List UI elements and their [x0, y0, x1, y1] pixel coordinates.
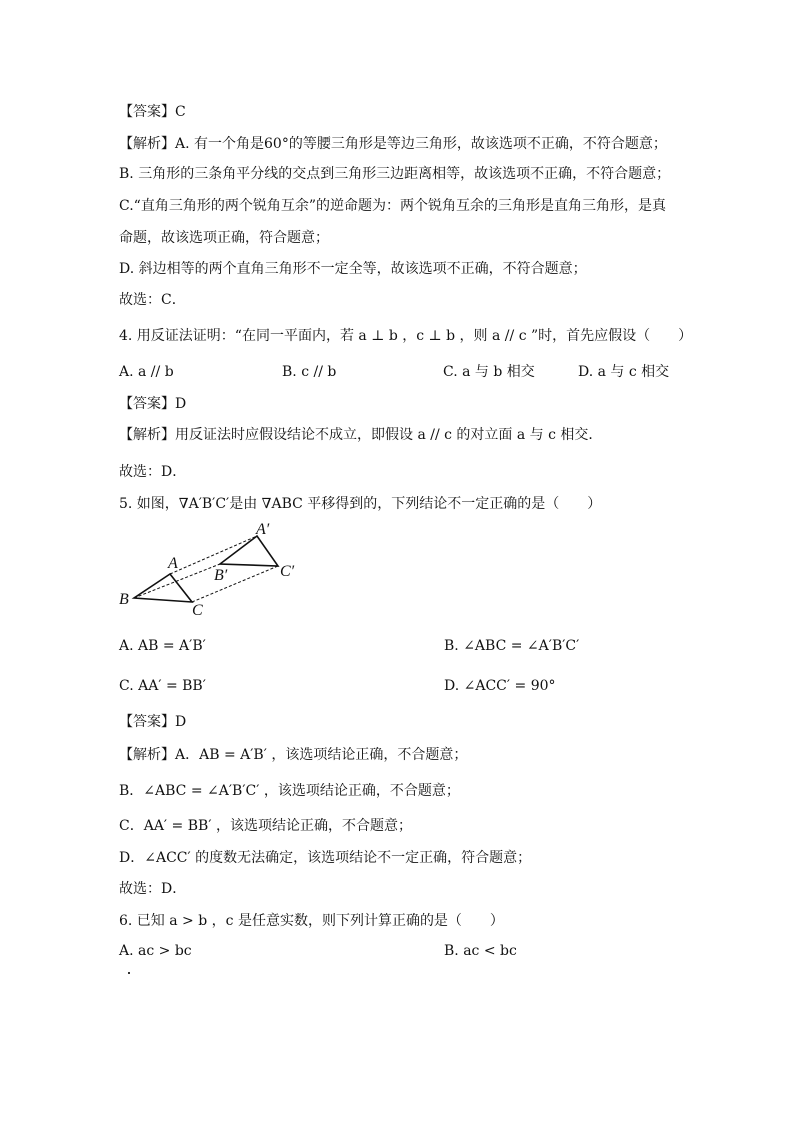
- q5-analysis-b: B．∠ABC = ∠A′B′C′ ，该选项结论正确，不合题意；: [119, 783, 460, 799]
- q6-option-a: A. ac > bc: [119, 943, 192, 959]
- q3-conclusion: 故选：C．: [119, 292, 186, 308]
- q5-answer: 【答案】D: [119, 714, 187, 730]
- q5-analysis-c: C．AA′ = BB′ ，该选项结论正确，不合题意；: [119, 818, 412, 834]
- label-b: B: [119, 591, 129, 608]
- q6-option-b: B. ac < bc: [444, 943, 517, 959]
- label-c: C: [192, 602, 203, 618]
- q5-analysis-a: 【解析】A．AB = A′B′ ，该选项结论正确，不合题意；: [119, 747, 468, 763]
- q3-answer: 【答案】C: [119, 104, 186, 120]
- q4-analysis: 【解析】用反证法时应假设结论不成立，即假设 a // c 的对立面 a 与 c 相交．: [119, 427, 603, 443]
- q3-analysis-c-line2: 命题，故该选项正确，符合题意；: [119, 230, 329, 246]
- q3-analysis-c-line1: C.“直角三角形的两个锐角互余”的逆命题为：两个锐角互余的三角形是直角三角形，是真: [119, 198, 666, 214]
- triangle-a-prime-b-prime-c-prime: [220, 536, 278, 566]
- label-a-prime: A′: [256, 521, 270, 538]
- q5-analysis-d: D．∠ACC′ 的度数无法确定，该选项结论不一定正确，符合题意；: [119, 850, 532, 866]
- q5-conclusion: 故选：D．: [119, 881, 187, 897]
- q4-answer: 【答案】D: [119, 396, 187, 412]
- translation-figure: [110, 518, 310, 618]
- q6-stem: 6. 已知 a > b ，c 是任意实数，则下列计算正确的是（ ）: [119, 913, 504, 929]
- q4-conclusion: 故选：D．: [119, 464, 187, 480]
- label-b-prime: B′: [214, 567, 228, 584]
- q3-analysis-a: 【解析】A. 有一个角是60°的等腰三角形是等边三角形，故该选项不正确，不符合题意；: [119, 136, 667, 152]
- q3-analysis-b: B. 三角形的三条角平分线的交点到三角形三边距离相等，故该选项不正确，不符合题意；: [119, 166, 671, 182]
- q5-stem: 5. 如图，∇A′B′C′是由 ∇ABC 平移得到的，下列结论不一定正确的是（ ）: [119, 496, 602, 512]
- q4-option-a: A. a // b: [119, 364, 174, 380]
- q4-option-c: C. a 与 b 相交: [443, 364, 535, 380]
- q4-stem: 4. 用反证法证明：“在同一平面内，若 a ⊥ b ，c ⊥ b ，则 a // c ”时，首先应假设（ ）: [119, 328, 693, 344]
- label-a: A: [168, 555, 178, 572]
- q5-option-c: C. AA′ = BB′: [119, 678, 206, 694]
- q3-analysis-d: D. 斜边相等的两个直角三角形不一定全等，故该选项不正确，不符合题意；: [119, 261, 587, 277]
- stray-dot: [128, 972, 130, 974]
- q4-option-d: D. a 与 c 相交: [578, 364, 670, 380]
- q4-option-b: B. c // b: [282, 364, 337, 380]
- q5-option-d: D. ∠ACC′ = 90°: [444, 678, 556, 694]
- label-c-prime: C′: [280, 563, 295, 580]
- q5-option-a: A. AB = A′B′: [119, 638, 206, 654]
- triangle-abc: [134, 574, 192, 602]
- q5-option-b: B. ∠ABC = ∠A′B′C′: [444, 638, 580, 654]
- dashed-line-cc-prime: [192, 566, 278, 602]
